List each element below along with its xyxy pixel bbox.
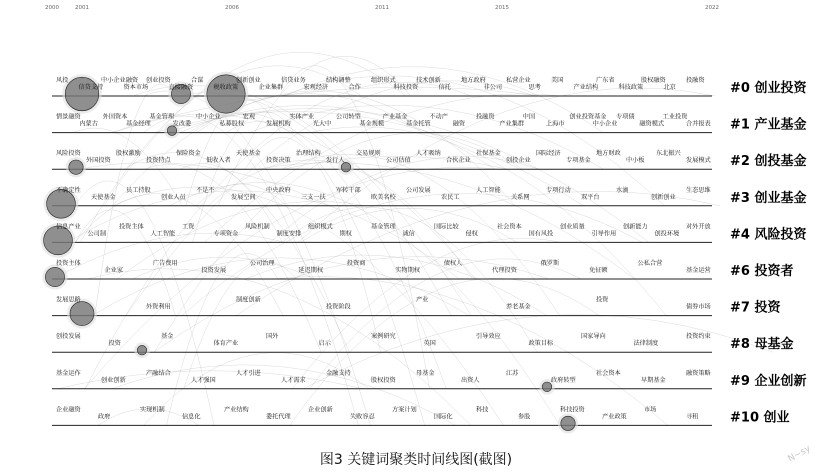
keyword-label: 产业政策 bbox=[602, 413, 627, 421]
keyword-label: 水滴 bbox=[616, 186, 629, 194]
keyword-label: 国家导向 bbox=[581, 333, 606, 341]
keyword-label: 情景融资 bbox=[56, 113, 81, 121]
keyword-label: 中小企业 bbox=[592, 120, 618, 128]
keyword-label: 引导效应 bbox=[476, 333, 501, 341]
keyword-label: 专项债 bbox=[616, 113, 635, 121]
keyword-label: 债权人 bbox=[443, 260, 463, 267]
keyword-label: 双平台 bbox=[581, 193, 600, 201]
keyword-label: 农民工 bbox=[441, 193, 460, 201]
keyword-label: 基金运作 bbox=[56, 369, 81, 377]
keyword-label: 保险资金 bbox=[176, 150, 201, 158]
keyword-label: 社会资本 bbox=[497, 223, 522, 231]
keyword-label: 基金托管 bbox=[406, 120, 431, 128]
keyword-label: 外国投资 bbox=[86, 157, 111, 165]
keyword-label: 科技投资 bbox=[393, 84, 419, 91]
keyword-label: 人才吸纳 bbox=[416, 150, 441, 158]
keyword-label: 案例研究 bbox=[371, 333, 396, 341]
keyword-label: 生态思维 bbox=[686, 186, 711, 194]
keyword-label: 公私合营 bbox=[637, 260, 663, 267]
co-citation-arc bbox=[167, 109, 648, 243]
keyword-label: 合伙企业 bbox=[446, 157, 471, 165]
keyword-label: 股权融资 bbox=[641, 77, 666, 84]
keyword-label: 关系网 bbox=[511, 193, 530, 201]
x-tick-label: 2022 bbox=[705, 5, 719, 11]
keyword-label: 风投 bbox=[56, 77, 69, 84]
keyword-label: 欧美名校 bbox=[371, 193, 396, 201]
keyword-label: 母基金 bbox=[416, 369, 435, 377]
cluster-label: #3 创业基金 bbox=[730, 190, 807, 206]
keyword-label: 不是不 bbox=[196, 186, 215, 194]
keyword-label: 税收政策 bbox=[213, 84, 239, 91]
keyword-label: 诚信 bbox=[402, 230, 415, 238]
keyword-label: 合谋 bbox=[191, 77, 204, 84]
keyword-label: 侵权 bbox=[465, 230, 478, 238]
keyword-label: 创投环境 bbox=[654, 230, 680, 238]
keyword-label: 直接融资 bbox=[168, 84, 194, 91]
keyword-label: 国际化 bbox=[434, 413, 453, 421]
keyword-label: 专项行动 bbox=[546, 186, 571, 194]
keyword-node bbox=[69, 160, 83, 174]
keyword-label: 投资主体 bbox=[56, 260, 81, 267]
keyword-label: 人工智能 bbox=[150, 230, 176, 238]
keyword-label: 国外 bbox=[266, 333, 279, 341]
keyword-label: 方案计划 bbox=[392, 406, 417, 414]
keyword-label: 创业质量 bbox=[560, 223, 585, 231]
keyword-label: 创业创新 bbox=[101, 376, 126, 384]
keyword-node bbox=[137, 345, 147, 355]
co-citation-arc bbox=[117, 201, 366, 279]
keyword-label: 创投发展 bbox=[56, 333, 81, 341]
keyword-label: 产融结合 bbox=[146, 369, 171, 377]
keyword-label: 投资商 bbox=[346, 260, 366, 267]
keyword-label: 不确定性 bbox=[56, 186, 81, 194]
keyword-label: 合作 bbox=[348, 84, 361, 91]
cluster-label: #9 企业创新 bbox=[730, 373, 807, 389]
x-tick-label: 2006 bbox=[225, 5, 239, 11]
keyword-label: 创新能力 bbox=[623, 223, 648, 231]
keyword-label: 社保基金 bbox=[476, 150, 501, 158]
keyword-label: 融资 bbox=[452, 120, 466, 128]
keyword-label: 发展空间 bbox=[231, 193, 256, 201]
keyword-label: 低收入者 bbox=[206, 157, 231, 165]
keyword-label: 科技 bbox=[476, 406, 489, 414]
keyword-label: 体育产业 bbox=[213, 340, 239, 348]
cluster-label: #0 创业投资 bbox=[730, 81, 807, 96]
keyword-label: 股权激励 bbox=[116, 150, 141, 158]
keyword-label: 创业人员 bbox=[161, 193, 186, 201]
keyword-label: 早期基金 bbox=[641, 376, 666, 384]
keyword-label: 法律制度 bbox=[633, 340, 659, 348]
x-tick-label: 2011 bbox=[375, 5, 389, 11]
keyword-label: 参股 bbox=[518, 413, 531, 421]
co-citation-arc bbox=[273, 276, 668, 425]
keyword-label: 地方政府 bbox=[461, 77, 486, 84]
keyword-label: 外资利用 bbox=[146, 303, 171, 311]
keyword-label: 风险投资 bbox=[56, 150, 81, 158]
co-citation-arc bbox=[192, 112, 294, 243]
keyword-label: 非公司 bbox=[483, 84, 503, 91]
keyword-label: 交易规则 bbox=[356, 150, 381, 158]
keyword-label: 信息化 bbox=[182, 413, 201, 421]
keyword-label: 创投企业 bbox=[506, 157, 531, 165]
keyword-label: 制度安排 bbox=[276, 230, 302, 238]
keyword-label: 投资 bbox=[596, 296, 609, 304]
keyword-label: 发展思路 bbox=[56, 296, 81, 304]
keyword-label: 市场 bbox=[644, 406, 657, 414]
keyword-label: 基金规模 bbox=[359, 120, 385, 128]
x-tick-label: 2015 bbox=[495, 5, 509, 11]
keyword-label: 创业投资 bbox=[146, 77, 171, 84]
co-citation-arc bbox=[245, 255, 546, 316]
cluster-label: #1 产业基金 bbox=[730, 117, 807, 133]
keyword-label: 信息产业 bbox=[56, 223, 81, 231]
keyword-label: 技术创新 bbox=[416, 77, 441, 84]
keyword-label: 投融资 bbox=[686, 77, 705, 84]
keyword-label: 发行人 bbox=[326, 157, 345, 165]
keyword-label: 投资阶段 bbox=[326, 303, 351, 311]
keyword-label: 养老基金 bbox=[506, 303, 531, 311]
co-citation-arc bbox=[236, 191, 720, 315]
keyword-label: 私营企业 bbox=[506, 77, 531, 84]
figure-caption: 图3 关键词聚类时间线图(截图) bbox=[319, 452, 513, 468]
keyword-label: 不动产 bbox=[429, 113, 448, 121]
keyword-label: 实体产业 bbox=[289, 113, 315, 121]
keyword-label: 发改委 bbox=[172, 120, 192, 128]
keyword-label: 失败容忍 bbox=[350, 413, 375, 421]
keyword-label: 广东省 bbox=[596, 77, 615, 84]
keyword-label: 出资人 bbox=[461, 376, 480, 384]
keyword-label: 启示 bbox=[318, 340, 331, 348]
keyword-label: 俄罗斯 bbox=[540, 260, 560, 267]
keyword-label: 治理结构 bbox=[296, 150, 321, 158]
keyword-label: 产业结构 bbox=[573, 84, 599, 91]
keyword-label: 内蒙古 bbox=[79, 120, 98, 128]
keyword-label: 基金运营 bbox=[686, 267, 711, 274]
keyword-label: 工资 bbox=[182, 223, 195, 231]
keyword-label: 江苏 bbox=[506, 369, 519, 377]
keyword-label: 外国资本 bbox=[102, 113, 128, 121]
keyword-label: 三支一扶 bbox=[301, 193, 326, 201]
keyword-label: 公司治理 bbox=[249, 260, 275, 267]
keyword-label: 对外开放 bbox=[686, 223, 711, 231]
keyword-label: 人才引进 bbox=[236, 369, 261, 377]
keyword-label: 合并报表 bbox=[686, 120, 711, 128]
keyword-label: 政府转型 bbox=[551, 376, 576, 384]
keyword-label: 股权投资 bbox=[371, 376, 396, 384]
co-citation-arc bbox=[54, 233, 285, 279]
keyword-label: 基金 bbox=[161, 333, 174, 341]
keyword-label: 工业投资 bbox=[662, 113, 688, 121]
keyword-label: 产业基金 bbox=[382, 113, 408, 121]
keyword-label: 中小板 bbox=[626, 157, 645, 165]
keyword-label: 组织形式 bbox=[371, 77, 396, 84]
x-tick-label: 2001 bbox=[75, 5, 89, 11]
keyword-label: 中小企业融资 bbox=[101, 77, 139, 84]
keyword-label: 寻租 bbox=[686, 413, 699, 421]
co-citation-arc bbox=[104, 52, 406, 205]
keyword-label: 信贷支持 bbox=[78, 84, 104, 91]
watermark: N~sy bbox=[786, 443, 813, 465]
keyword-label: 金融支持 bbox=[326, 369, 351, 377]
x-tick-label: 2000 bbox=[45, 5, 59, 11]
cluster-label: #4 风险投资 bbox=[730, 227, 807, 243]
keyword-label: 实现机制 bbox=[140, 406, 165, 414]
keyword-label: 企业家 bbox=[104, 267, 124, 274]
keyword-label: 企业创新 bbox=[308, 406, 333, 414]
cluster-label: #7 投资 bbox=[730, 300, 781, 316]
keyword-label: 北京 bbox=[663, 84, 676, 91]
keyword-label: 光大中 bbox=[312, 120, 332, 128]
keyword-label: 中央政府 bbox=[266, 186, 291, 194]
keyword-label: 引导作用 bbox=[591, 230, 617, 238]
keyword-label: 公司发展 bbox=[406, 186, 431, 194]
keyword-label: 私募股权 bbox=[219, 120, 245, 128]
keyword-label: 中小企业 bbox=[196, 113, 221, 121]
keyword-label: 委托代理 bbox=[266, 413, 291, 421]
keyword-label: 国际经济 bbox=[536, 150, 561, 158]
keyword-label: 延迟期权 bbox=[298, 267, 324, 274]
keyword-label: 军转干部 bbox=[336, 186, 361, 194]
keyword-label: 投资发展 bbox=[201, 267, 227, 274]
keyword-label: 人才需求 bbox=[281, 376, 306, 384]
keyword-label: 制度创新 bbox=[236, 296, 261, 304]
keyword-label: 公司制 bbox=[87, 230, 107, 238]
keyword-label: 地方财政 bbox=[596, 150, 621, 158]
cluster-label: #6 投资者 bbox=[730, 264, 794, 279]
keyword-label: 专项基金 bbox=[566, 157, 591, 165]
keyword-label: 公司转型 bbox=[336, 113, 361, 121]
keyword-label: 中国 bbox=[522, 113, 536, 121]
keyword-label: 实物期权 bbox=[395, 267, 420, 274]
keyword-node bbox=[45, 267, 64, 286]
keyword-label: 结构调整 bbox=[326, 77, 351, 84]
keyword-label: 天使基金 bbox=[91, 193, 116, 201]
keyword-label: 员工持股 bbox=[126, 186, 151, 194]
keyword-label: 组织模式 bbox=[308, 223, 333, 231]
keyword-node bbox=[70, 302, 94, 326]
keyword-label: 社会资本 bbox=[596, 369, 621, 377]
co-citation-arc bbox=[282, 154, 560, 315]
keyword-label: 发展机构 bbox=[266, 120, 291, 128]
keyword-node bbox=[561, 416, 575, 430]
keyword-label: 基金管理 bbox=[149, 113, 175, 121]
keyword-label: 资本市场 bbox=[123, 84, 149, 91]
keyword-label: 宏观经济 bbox=[303, 84, 329, 91]
keyword-label: 广告费用 bbox=[152, 260, 178, 267]
keyword-label: 国际比较 bbox=[434, 223, 459, 231]
keyword-label: 期权 bbox=[339, 230, 352, 238]
keyword-label: 英国 bbox=[423, 340, 436, 348]
keyword-label: 产业 bbox=[416, 296, 429, 304]
keyword-node bbox=[65, 77, 99, 111]
keyword-label: 风险机制 bbox=[245, 223, 270, 231]
keyword-label: 债券市场 bbox=[686, 303, 711, 311]
keyword-label: 免征额 bbox=[589, 267, 608, 274]
keyword-label: 科技投资 bbox=[560, 406, 585, 414]
keyword-label: 国有风投 bbox=[528, 230, 554, 238]
keyword-label: 产业结构 bbox=[224, 406, 249, 414]
keyword-label: 上海市 bbox=[546, 120, 565, 128]
keyword-label: 发展模式 bbox=[686, 157, 711, 165]
keyword-label: 融资模式 bbox=[639, 120, 665, 128]
keyword-label: 美国 bbox=[551, 77, 564, 84]
keyword-label: 投融资 bbox=[476, 113, 495, 121]
keyword-label: 人才强国 bbox=[191, 376, 216, 384]
cluster-label: #8 母基金 bbox=[730, 337, 794, 353]
keyword-label: 创新创业 bbox=[651, 193, 676, 201]
keyword-label: 企业融资 bbox=[56, 406, 81, 414]
cluster-label: #2 创投基金 bbox=[730, 154, 807, 170]
cluster-label: #10 创业 bbox=[730, 410, 790, 426]
keyword-label: 天使基金 bbox=[236, 150, 261, 158]
keyword-label: 投资 bbox=[108, 340, 121, 348]
keyword-label: 政府 bbox=[98, 413, 111, 421]
keyword-label: 信托 bbox=[438, 84, 451, 91]
keyword-label: 投资主体 bbox=[119, 223, 144, 231]
keyword-label: 信贷业务 bbox=[281, 77, 306, 84]
keyword-label: 融资策略 bbox=[686, 369, 711, 377]
keyword-label: 投资特点 bbox=[146, 157, 171, 165]
keyword-label: 创业投资基金 bbox=[569, 113, 607, 121]
keyword-label: 投资约束 bbox=[686, 333, 711, 341]
keyword-label: 创新创业 bbox=[236, 77, 261, 84]
keyword-label: 政策目标 bbox=[528, 340, 554, 348]
keyword-label: 产业集群 bbox=[499, 120, 525, 128]
keyword-label: 人工智能 bbox=[476, 186, 501, 194]
keyword-label: 宏观 bbox=[242, 113, 256, 121]
keyword-label: 代理投资 bbox=[492, 267, 517, 274]
keyword-label: 公司估值 bbox=[386, 157, 411, 165]
keyword-label: 企业集群 bbox=[258, 84, 284, 91]
keyword-label: 东北振兴 bbox=[656, 150, 681, 158]
keyword-label: 投资决策 bbox=[266, 157, 291, 165]
keyword-label: 基金管理 bbox=[371, 223, 396, 231]
keyword-label: 思考 bbox=[528, 84, 541, 91]
keyword-label: 基金经理 bbox=[126, 120, 151, 128]
keyword-label: 科技政策 bbox=[618, 84, 644, 91]
keyword-label: 专项资金 bbox=[213, 230, 239, 238]
